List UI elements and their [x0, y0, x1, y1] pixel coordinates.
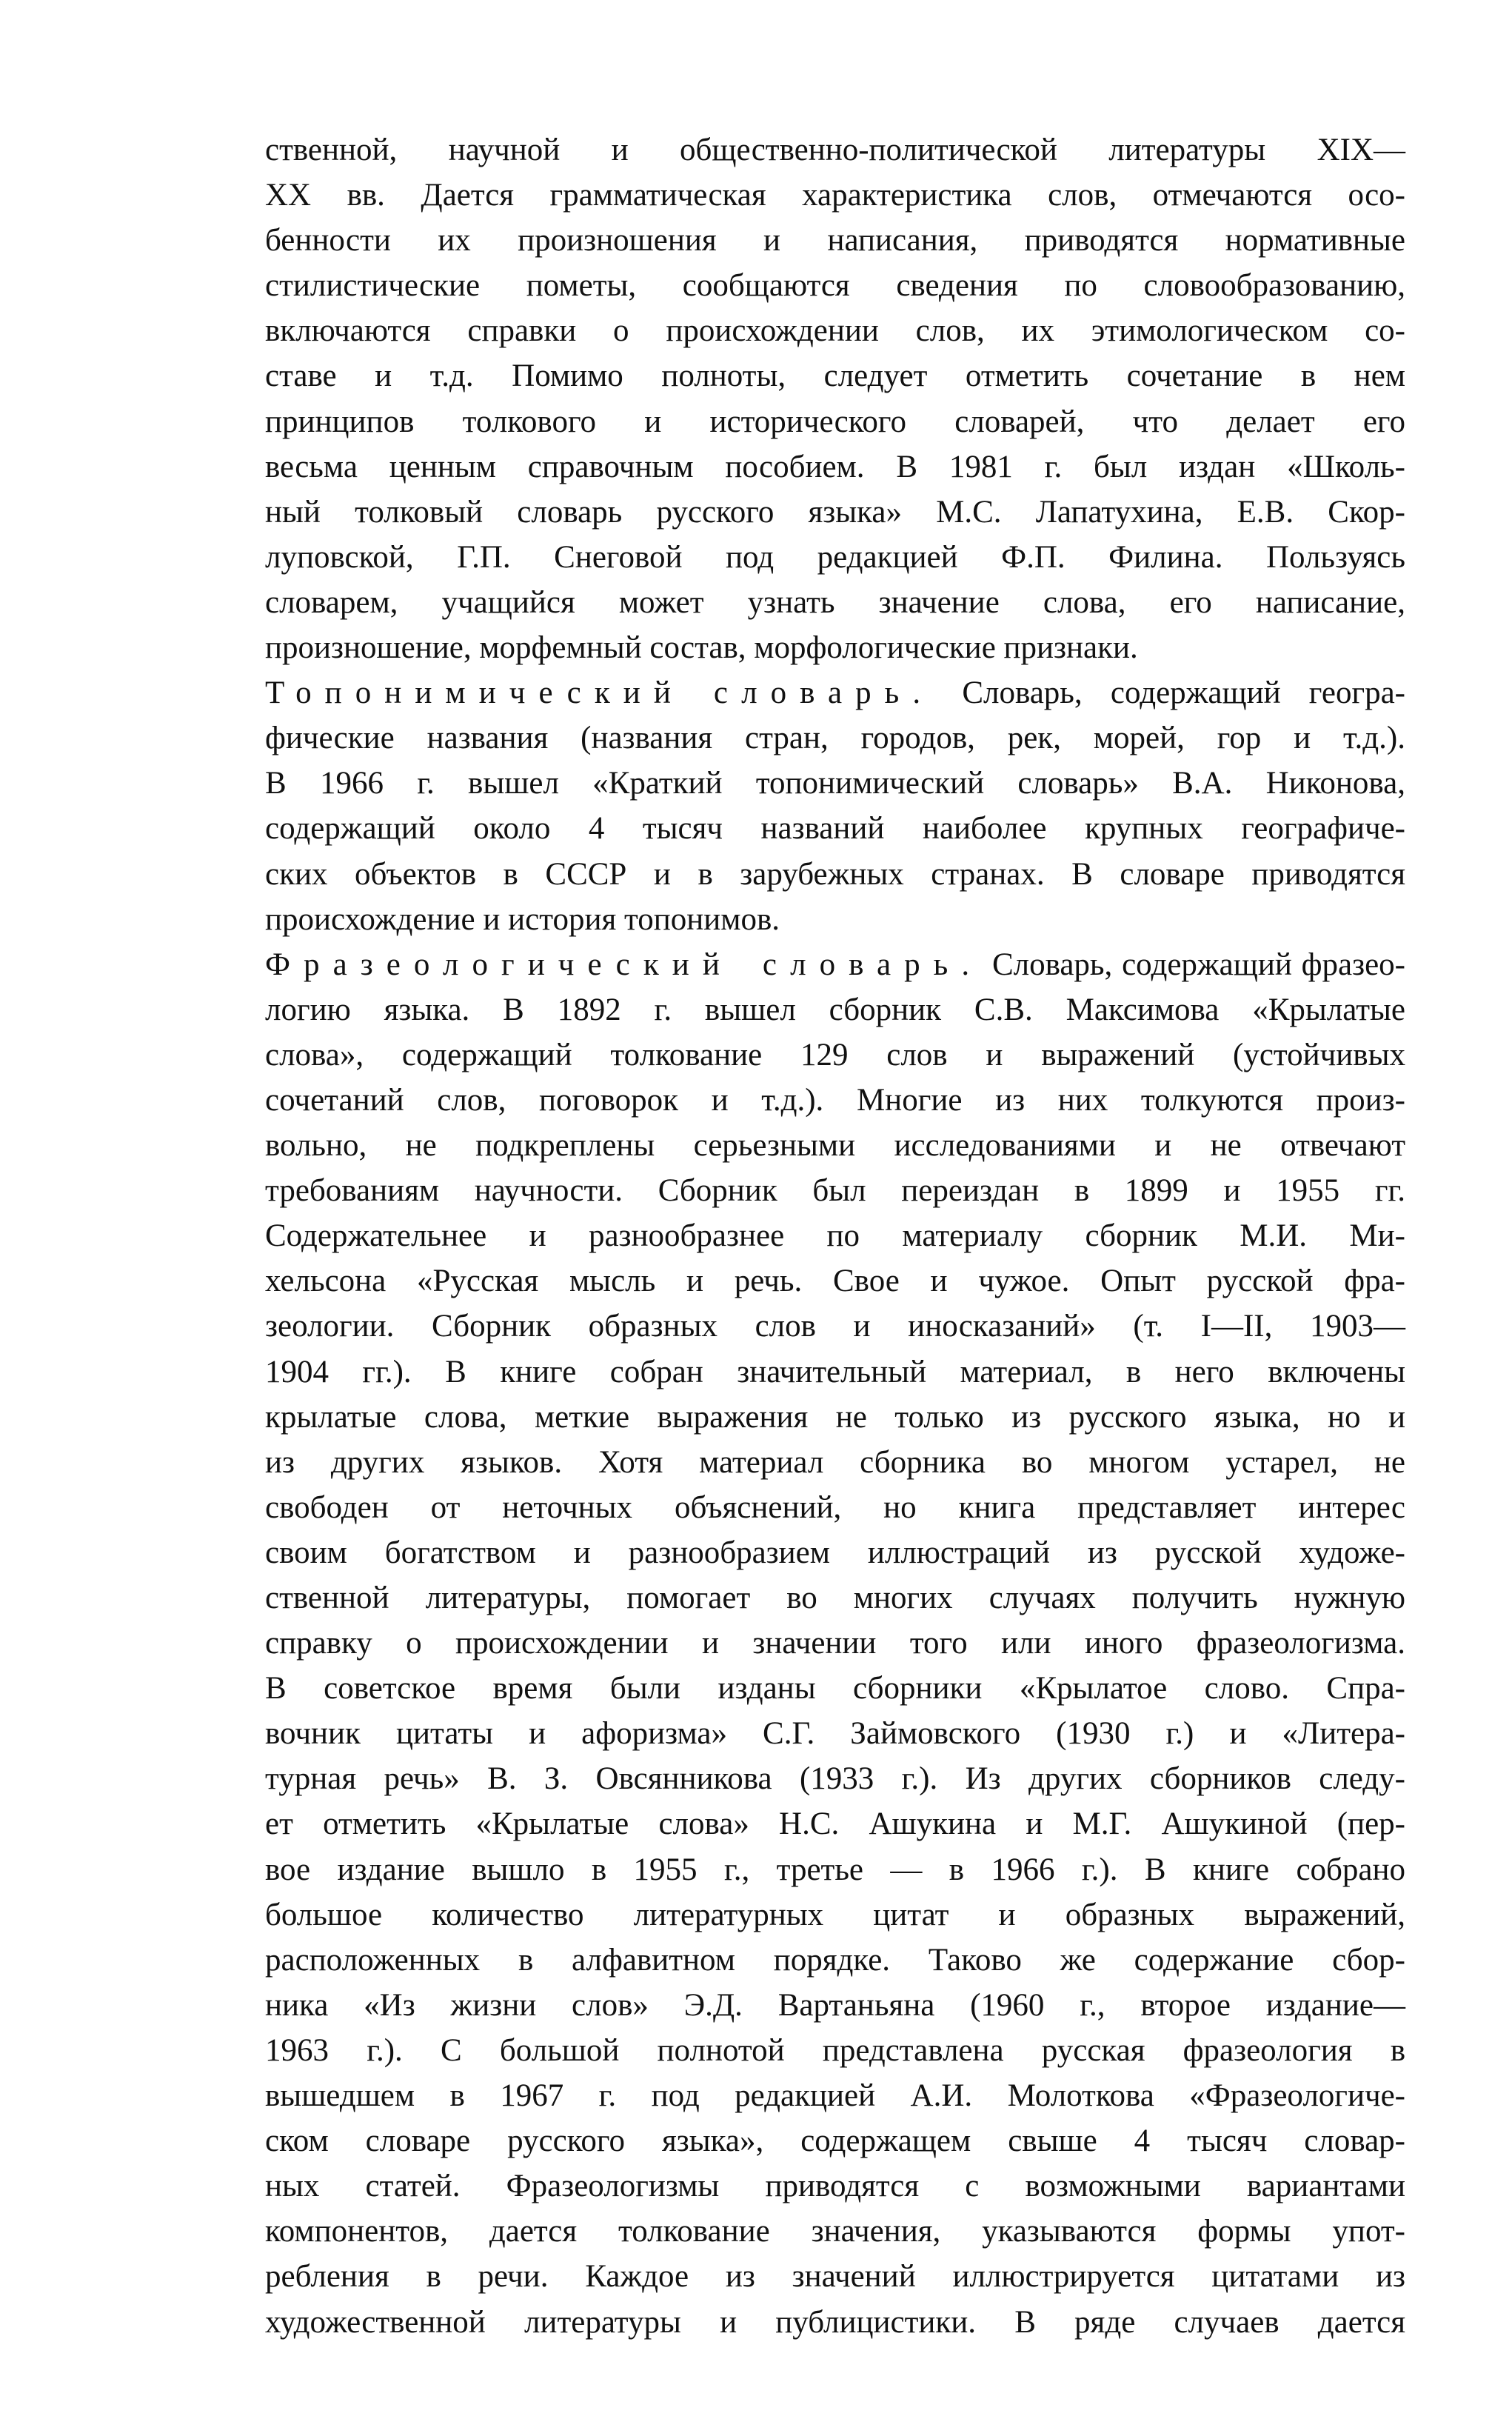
text-line: логию языка. В 1892 г. вышел сборник С.В. Максимова «Крылатые [265, 992, 1405, 1027]
text-line: принципов толкового и исторического словарей, что делает его [265, 404, 1405, 439]
paragraph-continuation [265, 127, 1405, 670]
text-line: ных статей. Фразеологизмы приводятся с возможными вариантами [265, 2169, 1405, 2204]
text-line: стилистические пометы, сообщаются сведения по словообразованию, [265, 268, 1405, 304]
text-line: включаются справки о происхождении слов, их этимологическом со- [265, 313, 1405, 349]
text-line: вышедшем в 1967 г. под редакцией А.И. Молоткова «Фразеологиче- [265, 2078, 1405, 2114]
text-line: бенности их произношения и написания, приводятся нормативные [265, 223, 1405, 258]
text-line: расположенных в алфавитном порядке. Таково же содержание сбор- [265, 1942, 1405, 1978]
text-line: Содержательнее и разнообразнее по материалу сборник М.И. Ми- [265, 1218, 1405, 1254]
text-line: из других языков. Хотя материал сборника во многом устарел, не [265, 1444, 1405, 1480]
text-line: своим богатством и разнообразием иллюстраций из русской художе- [265, 1535, 1405, 1570]
text-line: луповской, Г.П. Снеговой под редакцией Ф.П. Филина. Пользуясь [265, 539, 1405, 575]
entry-term-word: словарь. [713, 675, 934, 711]
text-line: зеологии. Сборник образных слов и иносказаний» (т. I—II, 1903— [265, 1309, 1405, 1344]
text-line: ет отметить «Крылатые слова» Н.С. Ашукина и М.Г. Ашукиной (пер- [265, 1806, 1405, 1842]
entry-term-word: Фразеологический [265, 947, 733, 982]
text-line: ственной, научной и общественно-политической литературы XIX— [265, 133, 1405, 167]
text-column [265, 127, 1405, 2345]
text-line: компонентов, дается толкование значения, указываются формы упот- [265, 2214, 1405, 2249]
text-line: ских объектов в СССР и в зарубежных странах. В словаре приводятся [265, 856, 1405, 892]
text-line: фические названия (названия стран, городов, рек, морей, гор и т.д.). [265, 721, 1405, 756]
text-line: словарем, учащийся может узнать значение слова, его написание, [265, 584, 1405, 620]
entry-phraseological-dictionary [265, 942, 1405, 2345]
text-line: большое количество литературных цитат и образных выражений, [265, 1897, 1405, 1932]
text-line: произношение, морфемный состав, морфологические признаки. [265, 630, 1138, 666]
text-line: свободен от неточных объяснений, но книга представляет интерес [265, 1489, 1405, 1525]
text-line: происхождение и история топонимов. [265, 901, 780, 937]
text-line: 1904 гг.). В книге собран значительный материал, в него включены [265, 1354, 1405, 1389]
entry-term-word: Топонимический [265, 675, 684, 711]
text-line: содержащий около 4 тысяч названий наиболее крупных географиче- [265, 811, 1405, 847]
entry-first-line [265, 670, 1405, 715]
entry-definition-start: Словарь, содержащий фразео- [983, 947, 1405, 982]
text-line: вочник цитаты и афоризма» С.Г. Займовского (1930 г.) и «Литера- [265, 1716, 1405, 1752]
text-line: вое издание вышло в 1955 г., третье — в 1966 г.). В книге собрано [265, 1852, 1405, 1887]
text-line: турная речь» В. З. Овсянникова (1933 г.). Из других сборников следу- [265, 1761, 1405, 1797]
text-line: весьма ценным справочным пособием. В 1981 г. был издан «Школь- [265, 449, 1405, 484]
text-line: В 1966 г. вышел «Краткий топонимический словарь» В.А. Никонова, [265, 766, 1405, 801]
text-line: сочетаний слов, поговорок и т.д.). Многие из них толкуются произ- [265, 1082, 1405, 1118]
text-line: справку о происхождении и значении того или иного фразеологизма. [265, 1626, 1405, 1661]
text-line: слова», содержащий толкование 129 слов и выражений (устойчивых [265, 1037, 1405, 1072]
text-line: XX вв. Дается грамматическая характеристика слов, отмечаются осо- [265, 178, 1405, 213]
entry-definition-start: Словарь, содержащий геогра- [934, 675, 1405, 711]
text-line: художественной литературы и публицистики. В ряде случаев дается [265, 2304, 1405, 2340]
entry-term-word: словарь. [762, 947, 983, 982]
text-line: В советское время были изданы сборники «Крылатое слово. Спра- [265, 1671, 1405, 1706]
text-line: вольно, не подкреплены серьезными исследованиями и не отвечают [265, 1128, 1405, 1164]
text-line: крылатые слова, меткие выражения не только из русского языка, но и [265, 1399, 1405, 1435]
text-line: ребления в речи. Каждое из значений иллюстрируется цитатами из [265, 2259, 1405, 2295]
text-line: ственной литературы, помогает во многих случаях получить нужную [265, 1581, 1405, 1615]
text-line: требованиям научности. Сборник был переиздан в 1899 и 1955 гг. [265, 1173, 1405, 1209]
text-line: ском словаре русского языка», содержащем свыше 4 тысяч словар- [265, 2123, 1405, 2159]
text-line: ника «Из жизни слов» Э.Д. Вартаньяна (1960 г., второе издание— [265, 1987, 1405, 2023]
entry-first-line [265, 942, 1405, 987]
text-line: 1963 г.). С большой полнотой представлена русская фразеология в [265, 2032, 1405, 2068]
text-line: ный толковый словарь русского языка» М.С. Лапатухина, Е.В. Скор- [265, 494, 1405, 530]
text-line: хельсона «Русская мысль и речь. Свое и чужое. Опыт русской фра- [265, 1264, 1405, 1299]
entry-toponymic-dictionary [265, 670, 1405, 942]
text-line: ставе и т.д. Помимо полноты, следует отметить сочетание в нем [265, 358, 1405, 394]
